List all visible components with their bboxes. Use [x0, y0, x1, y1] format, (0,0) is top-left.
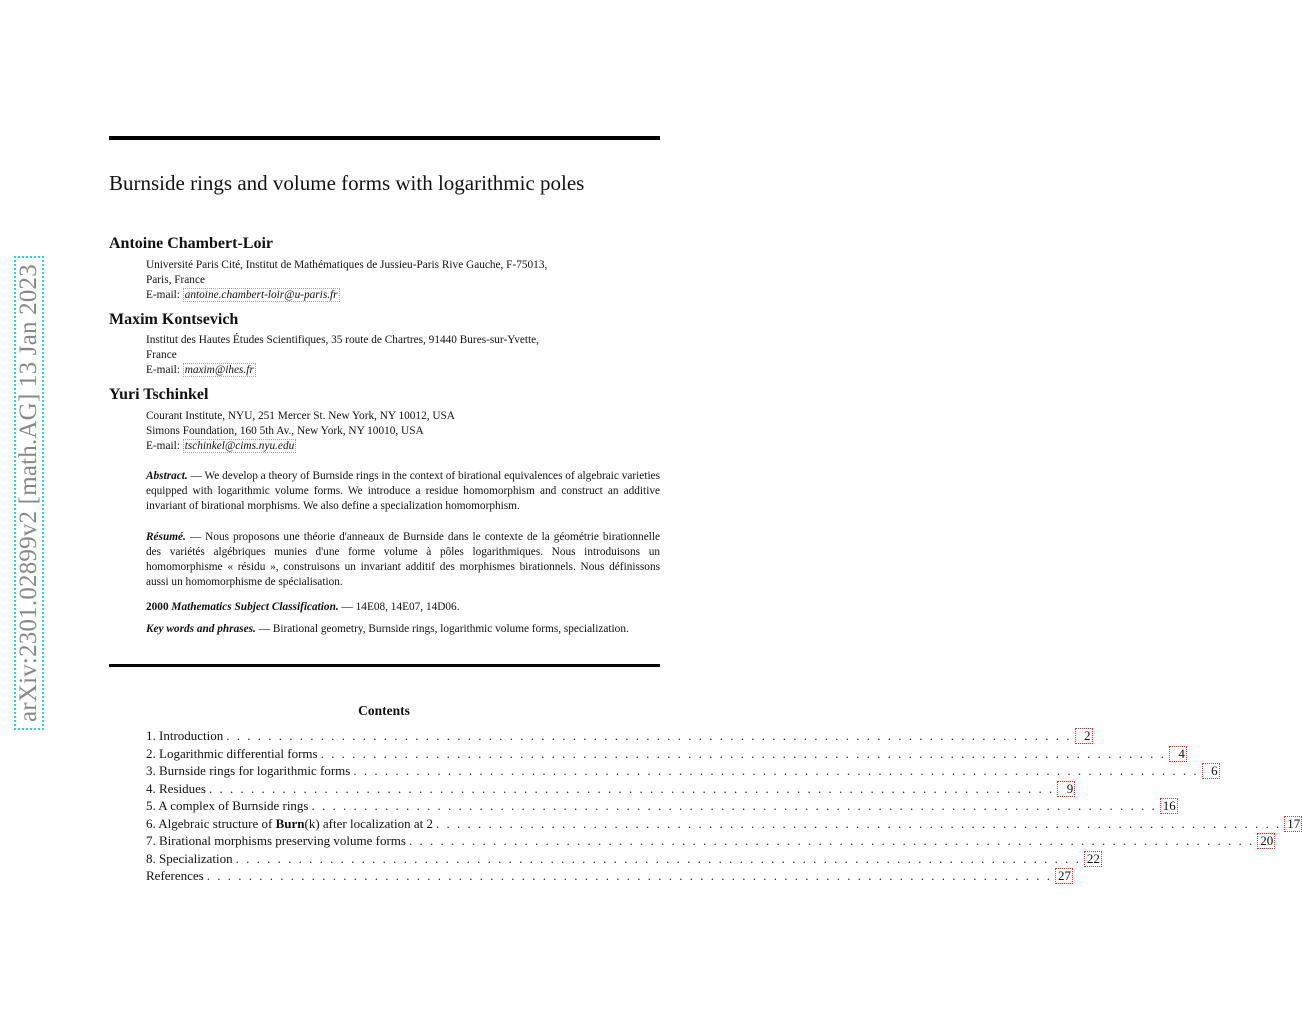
toc-entry-title: References	[146, 868, 204, 883]
msc-year: 2000	[146, 601, 169, 613]
toc-entry[interactable]	[146, 745, 1185, 764]
abstract-label: Abstract.	[146, 470, 188, 482]
toc-leader-dots: . . . . . . . . . . . . . . . . . . . . . . . . . . . . . . . . . . . . . . . . . . . . . . . . . . . . . . . . . . . . . . . . . . . . . . . . . . . . . . . . .	[311, 798, 1157, 813]
affiliation-line: Institut des Hautes Études Scientifiques, 35 route de Chartres, 91440 Bures-sur-Yvette,	[146, 334, 540, 346]
arxiv-identifier-stamp[interactable]: arXiv:2301.02899v2 [math.AG] 13 Jan 2023	[14, 256, 44, 730]
email-label: E-mail:	[146, 440, 180, 452]
toc-entry[interactable]	[146, 780, 1074, 799]
author-email	[146, 363, 666, 378]
toc-entry-title: 8. Specialization	[146, 850, 233, 866]
email-label: E-mail:	[146, 364, 180, 376]
author-name: Yuri Tschinkel	[109, 386, 209, 403]
toc-leader-dots: . . . . . . . . . . . . . . . . . . . . . . . . . . . . . . . . . . . . . . . . . . . . . . . . . . . . . . . . . . . . . . . . . . . . . . . . . . . . . . . . .	[235, 850, 1081, 866]
affiliation-line: Courant Institute, NYU, 251 Mercer St. New York, NY 10012, USA	[146, 410, 455, 422]
table-of-contents	[146, 728, 1301, 886]
toc-page-link[interactable]: 9	[1057, 781, 1075, 797]
paper-title: Burnside rings and volume forms with logarithmic poles	[109, 171, 585, 195]
keywords-label: Key words and phrases.	[146, 623, 256, 635]
author-affiliation	[146, 258, 666, 303]
resume-dash: —	[189, 531, 202, 543]
bottom-rule	[109, 664, 660, 667]
resume-text: Nous proposons une théorie d'anneaux de Burnside dans le contexte de la géométrie birationnelle des variétés algébriques munies d'une forme volume à pôles logarithmiques. Nous introduisons un homomorphisme « résidu », construisons un invariant additif des morphismes birationnels. Nous définissons aussi un homomorphisme de spécialisation.	[146, 531, 660, 588]
abstract-text: We develop a theory of Burnside rings in the context of birational equivalences of algebraic varieties equipped with logarithmic volume forms. We introduce a residue homomorphism and construct an additive invariant of birational morphisms. We also define a specialization homomorphism.	[146, 470, 661, 512]
toc-entry[interactable]	[146, 815, 1301, 834]
toc-leader-dots: . . . . . . . . . . . . . . . . . . . . . . . . . . . . . . . . . . . . . . . . . . . . . . . . . . . . . . . . . . . . . . . . . . . . . . . . . . . . . . . . .	[226, 728, 1072, 743]
toc-leader-dots: . . . . . . . . . . . . . . . . . . . . . . . . . . . . . . . . . . . . . . . . . . . . . . . . . . . . . . . . . . . . . . . . . . . . . . . . . . . . . . . . .	[206, 868, 1052, 883]
toc-entry-title: 7. Birational morphisms preserving volume forms	[146, 833, 406, 848]
top-rule	[109, 136, 660, 140]
toc-leader-dots: . . . . . . . . . . . . . . . . . . . . . . . . . . . . . . . . . . . . . . . . . . . . . . . . . . . . . . . . . . . . . . . . . . . . . . . . . . . . . . . . .	[353, 763, 1199, 778]
toc-page-link[interactable]: 20	[1257, 833, 1275, 849]
toc-leader-dots: . . . . . . . . . . . . . . . . . . . . . . . . . . . . . . . . . . . . . . . . . . . . . . . . . . . . . . . . . . . . . . . . . . . . . . . . . . . . . . . . .	[436, 815, 1282, 831]
resume-label: Résumé.	[146, 531, 186, 543]
toc-entry[interactable]	[146, 868, 1071, 886]
toc-entry[interactable]	[146, 728, 1091, 746]
resume	[146, 530, 660, 590]
toc-leader-dots: . . . . . . . . . . . . . . . . . . . . . . . . . . . . . . . . . . . . . . . . . . . . . . . . . . . . . . . . . . . . . . . . . . . . . . . . . . . . . . . . .	[408, 833, 1255, 848]
toc-entry-title: 3. Burnside rings for logarithmic forms	[146, 763, 351, 778]
toc-entry[interactable]	[146, 833, 1274, 851]
toc-title-suffix: (k) after localization at 2	[304, 815, 433, 831]
keywords	[146, 622, 660, 637]
msc-dash: —	[341, 601, 353, 613]
author-affiliation	[146, 409, 666, 454]
email-label: E-mail:	[146, 289, 180, 301]
email-link[interactable]: tschinkel@cims.nyu.edu	[184, 440, 295, 452]
email-link[interactable]: maxim@ihes.fr	[184, 364, 254, 376]
toc-page-link[interactable]: 22	[1084, 851, 1102, 867]
author-affiliation	[146, 333, 666, 378]
toc-page-link[interactable]: 27	[1055, 868, 1073, 884]
keywords-text: Birational geometry, Burnside rings, logarithmic volume forms, specialization.	[272, 623, 629, 635]
toc-page-link[interactable]: 17	[1284, 816, 1302, 832]
contents-heading: Contents	[358, 703, 410, 718]
msc-codes: 14E08, 14E07, 14D06.	[355, 601, 460, 613]
toc-page-link[interactable]: 2	[1075, 728, 1093, 744]
affiliation-line: Paris, France	[146, 274, 205, 286]
toc-page-link[interactable]: 16	[1160, 798, 1178, 814]
keywords-dash: —	[258, 623, 270, 635]
toc-entry-title: 2. Logarithmic differential forms	[146, 745, 318, 761]
toc-page-link[interactable]: 6	[1202, 763, 1220, 779]
author-email	[146, 439, 666, 454]
toc-page-link[interactable]: 4	[1169, 746, 1187, 762]
affiliation-line: Simons Foundation, 160 5th Av., New York, NY 10010, USA	[146, 425, 424, 437]
msc-classification	[146, 600, 660, 615]
email-link[interactable]: antoine.chambert-loir@u-paris.fr	[184, 289, 338, 301]
affiliation-line: Université Paris Cité, Institut de Mathématiques de Jussieu-Paris Rive Gauche, F-75013,	[146, 259, 548, 271]
toc-entry-title: 1. Introduction	[146, 728, 224, 743]
abstract	[146, 469, 660, 514]
toc-entry-title: 5. A complex of Burnside rings	[146, 798, 309, 813]
abstract-dash: —	[190, 470, 202, 482]
toc-entry-title: 4. Residues	[146, 780, 206, 796]
toc-title-prefix: 6. Algebraic structure of	[146, 815, 276, 831]
toc-title-burn: Burn	[275, 815, 305, 831]
msc-label: Mathematics Subject Classification.	[171, 601, 339, 613]
author-email	[146, 288, 666, 303]
author-name: Maxim Kontsevich	[109, 311, 239, 328]
toc-entry-title	[146, 816, 433, 832]
toc-entry[interactable]	[146, 763, 1218, 781]
toc-leader-dots: . . . . . . . . . . . . . . . . . . . . . . . . . . . . . . . . . . . . . . . . . . . . . . . . . . . . . . . . . . . . . . . . . . . . . . . . . . . . . . . . .	[320, 745, 1166, 761]
toc-entry[interactable]	[146, 798, 1176, 816]
toc-entry[interactable]	[146, 850, 1100, 869]
affiliation-line: France	[146, 349, 177, 361]
author-name: Antoine Chambert-Loir	[109, 235, 273, 252]
toc-leader-dots: . . . . . . . . . . . . . . . . . . . . . . . . . . . . . . . . . . . . . . . . . . . . . . . . . . . . . . . . . . . . . . . . . . . . . . . . . . . . . . . . .	[208, 780, 1055, 796]
